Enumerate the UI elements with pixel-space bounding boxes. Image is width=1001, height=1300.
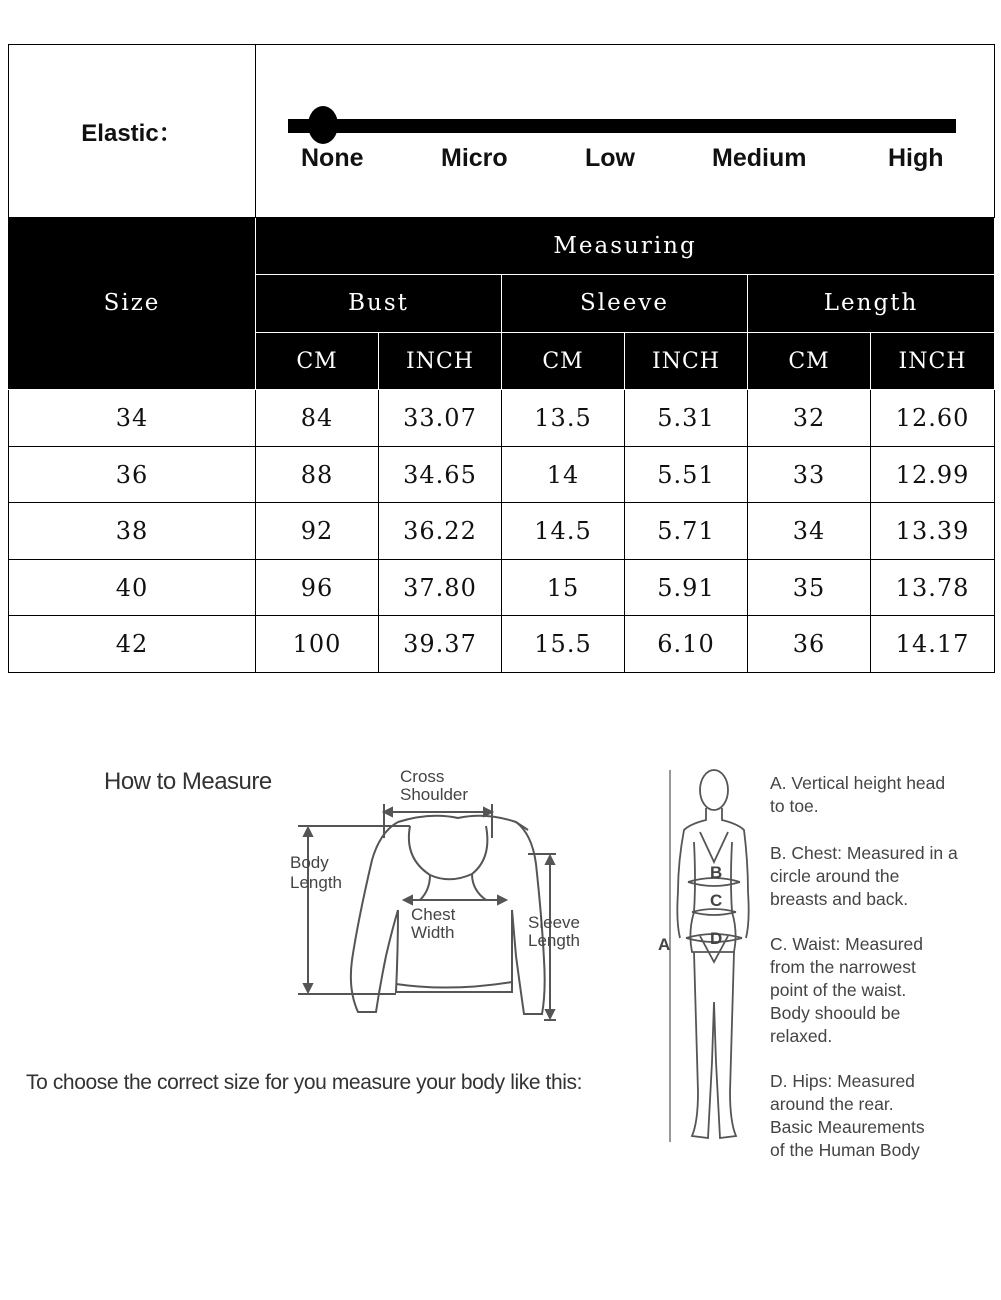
size-cell: 36 [9, 446, 256, 503]
table-cell: 14.17 [871, 616, 995, 673]
legend-item-c [770, 933, 970, 1048]
table-cell: 6.10 [625, 616, 748, 673]
how-to-measure-title: How to Measure [104, 768, 272, 795]
table-cell: 36.22 [379, 503, 502, 560]
table-cell: 34 [748, 503, 871, 560]
table-cell: 34.65 [379, 446, 502, 503]
body-length-text [290, 853, 342, 892]
table-cell: 39.37 [379, 616, 502, 673]
size-header: Size [9, 217, 256, 390]
unit-header: INCH [625, 332, 748, 390]
cs-line: Cross [400, 767, 445, 786]
legend-item-b [770, 842, 970, 911]
table-cell: 5.91 [625, 559, 748, 616]
garment-measure-diagram [280, 760, 610, 1040]
elastic-level: Medium [712, 143, 807, 172]
sl-line: Sleeve [528, 913, 580, 932]
body-outline [677, 770, 748, 1138]
legend-text: D. Hips: Measured around the rear. Basic Meaurements of the Human Body [770, 1071, 925, 1160]
table-cell: 32 [748, 390, 871, 447]
table-cell: 5.71 [625, 503, 748, 560]
table-cell: 88 [256, 446, 379, 503]
table-cell: 92 [256, 503, 379, 560]
table-row [9, 616, 995, 673]
table-row [9, 503, 995, 560]
table-row [9, 390, 995, 447]
figure-letter-c: C [710, 891, 723, 910]
sleeve-length-text [528, 913, 580, 950]
table-cell: 37.80 [379, 559, 502, 616]
unit-header: CM [748, 332, 871, 390]
sl-line: Length [528, 931, 580, 950]
elastic-level: None [301, 143, 364, 172]
bl-line: Length [290, 873, 342, 892]
unit-header: CM [256, 332, 379, 390]
table-cell: 15 [502, 559, 625, 616]
table-cell: 96 [256, 559, 379, 616]
table-cell: 14.5 [502, 503, 625, 560]
legend-item-d [770, 1070, 970, 1162]
table-cell: 36 [748, 616, 871, 673]
figure-letter-b: B [710, 863, 723, 882]
group-header-length: Length [748, 275, 995, 333]
elastic-level: Low [585, 143, 635, 172]
chest-width-text [411, 905, 456, 942]
elastic-scale-bar [288, 119, 956, 133]
body-measure-figure [648, 762, 768, 1152]
unit-header: INCH [379, 332, 502, 390]
size-cell: 42 [9, 616, 256, 673]
legend-text: B. Chest: Measured in a circle around the breasts and back. [770, 843, 958, 909]
elastic-label: Elastic： [9, 45, 256, 218]
elastic-scale [256, 46, 994, 216]
size-cell: 40 [9, 559, 256, 616]
table-cell: 13.78 [871, 559, 995, 616]
elastic-level: High [888, 143, 944, 172]
table-cell: 5.31 [625, 390, 748, 447]
table-cell: 12.60 [871, 390, 995, 447]
table-cell: 13.39 [871, 503, 995, 560]
elastic-scale-knob [308, 106, 338, 144]
elastic-scale-labels [256, 144, 994, 178]
elastic-level: Micro [441, 143, 508, 172]
unit-header: CM [502, 332, 625, 390]
legend-text: A. Vertical height head to toe. [770, 773, 946, 816]
group-header-sleeve: Sleeve [502, 275, 748, 333]
table-row [9, 446, 995, 503]
elastic-scale-cell [256, 45, 995, 218]
table-cell: 84 [256, 390, 379, 447]
size-cell: 38 [9, 503, 256, 560]
table-cell: 15.5 [502, 616, 625, 673]
table-cell: 33.07 [379, 390, 502, 447]
table-cell: 100 [256, 616, 379, 673]
table-cell: 12.99 [871, 446, 995, 503]
table-cell: 13.5 [502, 390, 625, 447]
table-row [9, 559, 995, 616]
size-chart-table [8, 44, 995, 673]
table-cell: 35 [748, 559, 871, 616]
legend-text: C. Waist: Measured from the narrowest point of the waist. Body shoould be relaxed. [770, 934, 924, 1046]
size-cell: 34 [9, 390, 256, 447]
measuring-header: Measuring [256, 217, 995, 275]
table-cell: 33 [748, 446, 871, 503]
cw-line: Width [411, 923, 455, 942]
bl-line: Body [290, 853, 329, 872]
figure-letter-a: A [658, 935, 671, 954]
body-length-arrow [298, 826, 410, 994]
legend-item-a [770, 772, 970, 818]
figure-letter-d: D [710, 929, 723, 948]
chest-width-arrow [404, 896, 506, 904]
table-cell: 5.51 [625, 446, 748, 503]
instruction-text: To choose the correct size for you measure your body like this: [26, 1071, 583, 1094]
table-cell: 14 [502, 446, 625, 503]
cross-shoulder-text [400, 767, 468, 804]
group-header-bust: Bust [256, 275, 502, 333]
unit-header: INCH [871, 332, 995, 390]
cs-line: Shoulder [400, 785, 469, 804]
cw-line: Chest [411, 905, 456, 924]
